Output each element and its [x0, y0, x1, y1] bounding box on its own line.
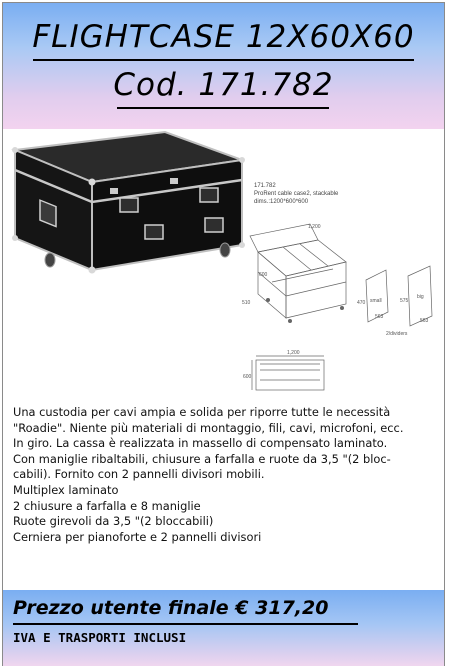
dim-width-top: 1,200 — [308, 224, 321, 230]
dim-height: 510 — [242, 300, 251, 306]
product-title: FLIGHTCASE 12X60X60 — [32, 19, 415, 55]
desc-line: Multiplex laminato — [13, 482, 119, 497]
product-code: Cod. 171.782 — [113, 67, 334, 103]
spec-code: 171.782 — [254, 183, 276, 189]
flightcase-photo — [10, 130, 245, 280]
big-height: 575 — [400, 298, 409, 304]
plan-width: 1,200 — [287, 350, 300, 356]
header-banner — [3, 3, 444, 129]
small-height: 470 — [357, 300, 366, 306]
shipping-note: IVA E TRASPORTI INCLUSI — [13, 630, 187, 645]
plan-depth: 600 — [243, 374, 252, 380]
spec-name: ProRent cable case2, stackable — [254, 191, 339, 197]
technical-drawing-iso — [238, 222, 358, 332]
dividers-note: 2/dividers — [386, 331, 408, 337]
big-label: big — [417, 294, 424, 300]
desc-line: "Roadie". Niente più materiali di montaggio, fili, cavi, microfoni, ecc. — [13, 420, 404, 435]
price-banner — [3, 590, 444, 666]
technical-drawing-plan — [250, 352, 330, 396]
desc-line: 2 chiusure a farfalla e 8 maniglie — [13, 498, 201, 513]
product-description — [13, 405, 439, 545]
title-underline — [33, 59, 414, 61]
desc-line: Con maniglie ribaltabili, chiusure a farfalla e ruote da 3,5 "(2 bloc- — [13, 451, 391, 466]
small-label: small — [370, 298, 382, 304]
big-depth: 563 — [420, 318, 429, 324]
price-label: Prezzo utente finale € 317,20 — [13, 597, 329, 619]
desc-line: Ruote girevoli da 3,5 "(2 bloccabili) — [13, 514, 214, 529]
desc-line: cabili). Fornito con 2 pannelli divisori mobili. — [13, 467, 265, 482]
desc-line: Cerniera per pianoforte e 2 pannelli divisori — [13, 529, 262, 544]
desc-line: Una custodia per cavi ampia e solida per riporre tutte le necessità — [13, 405, 391, 419]
price-underline — [13, 623, 358, 625]
spec-block — [254, 182, 338, 206]
small-depth: 563 — [375, 314, 384, 320]
code-underline — [117, 107, 329, 109]
desc-line: In giro. La cassa è realizzata in massello di compensato laminato. — [13, 436, 388, 451]
spec-dims: dims.:1200*600*600 — [254, 199, 309, 205]
dim-depth: 600 — [259, 272, 268, 278]
